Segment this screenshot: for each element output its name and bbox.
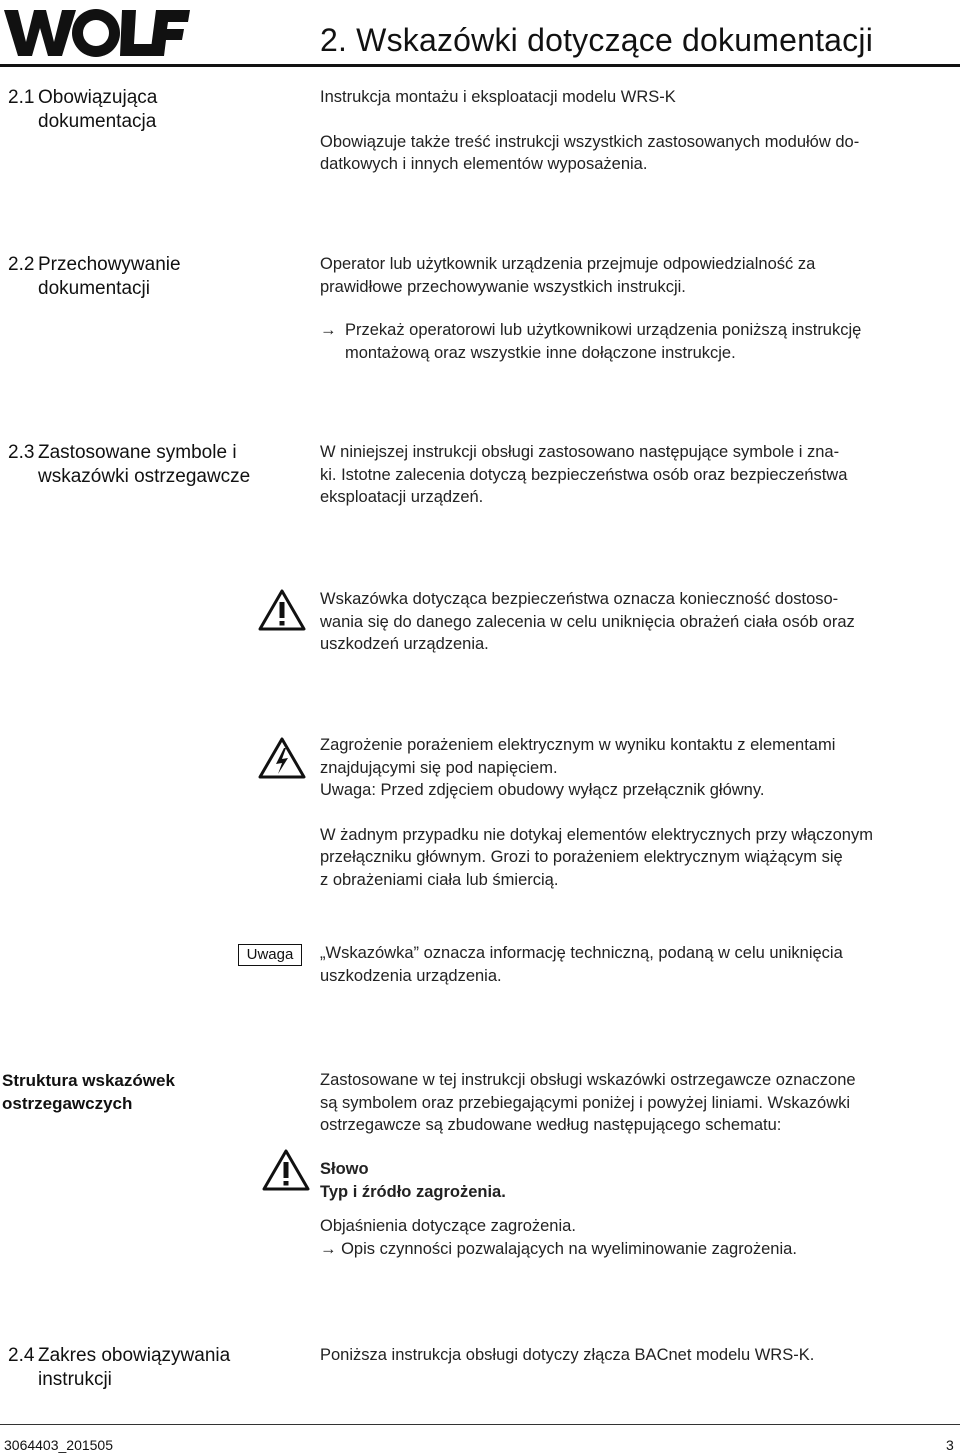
paragraph-line: uszkodzeń urządzenia.: [320, 635, 489, 653]
structure-title-line1: Struktura wskazówek: [2, 1071, 175, 1090]
footer-divider: [0, 1424, 960, 1425]
paragraph-line: ki. Istotne zalecenia dotyczą bezpieczeństwa osób oraz bezpieczeństwa: [320, 465, 848, 484]
section-title-line2: dokumentacji: [38, 278, 150, 299]
instruction-line: Przekaż operatorowi lub użytkownikowi urządzenia poniższą instrukcję: [345, 321, 862, 339]
notice-badge: Uwaga: [238, 944, 302, 966]
wolf-logo: [4, 4, 190, 60]
paragraph-line: W żadnym przypadku nie dotykaj elementów elektrycznych przy włączonym: [320, 825, 873, 844]
section-number: 2.2: [8, 254, 35, 275]
section-number: 2.3: [8, 442, 35, 463]
paragraph-line: Zagrożenie porażeniem elektrycznym w wyniku kontaktu z elementami: [320, 736, 836, 754]
paragraph-line: eksploatacji urządzeń.: [320, 488, 484, 506]
structure-heading: [2, 1069, 302, 1115]
section-2-4-heading: [8, 1344, 308, 1392]
paragraph-line: datkowych i innych elementów wyposażenia.: [320, 155, 648, 173]
paragraph-line: Obowiązuje także treść instrukcji wszystkich zastosowanych modułów do-: [320, 132, 860, 151]
section-2-4-text: [320, 1344, 935, 1367]
electric-hazard-icon: [258, 737, 306, 779]
section-title-line2: wskazówki ostrzegawcze: [38, 466, 251, 487]
arrow-icon: →: [320, 321, 337, 339]
warning-note: [320, 588, 935, 656]
paragraph-line: z obrażeniami ciała lub śmiercią.: [320, 870, 559, 889]
header-divider: [0, 64, 960, 67]
section-number: 2.1: [8, 87, 35, 108]
paragraph-line: wania się do danego zalecenia w celu uniknięcia obrażeń ciała osób oraz: [320, 612, 855, 631]
section-title: Zakres obowiązywania: [38, 1345, 231, 1366]
paragraph-line: uszkodzenia urządzenia.: [320, 966, 502, 985]
document-code: 3064403_201505: [4, 1437, 114, 1453]
paragraph-line: „Wskazówka” oznacza informację techniczną, podaną w celu uniknięcia: [320, 944, 843, 962]
paragraph-line: Uwaga: Przed zdjęciem obudowy wyłącz przełącznik główny.: [320, 781, 765, 799]
warning-triangle-icon: [258, 589, 306, 631]
section-title-line2: dokumentacja: [38, 111, 157, 132]
section-2-3-text: [320, 441, 935, 509]
page-title: 2. Wskazówki dotyczące dokumentacji: [320, 22, 873, 58]
structure-example: [320, 1158, 935, 1260]
electric-hazard-note: [320, 734, 935, 891]
section-title: Zastosowane symbole i: [38, 442, 237, 463]
paragraph-line: Operator lub użytkownik urządzenia przejmuje odpowiedzialność za: [320, 255, 816, 273]
section-title: Obowiązująca: [38, 87, 158, 108]
instruction-item: [320, 319, 935, 364]
section-2-1-text: [320, 86, 935, 176]
hazard-type: Typ i źródło zagrożenia.: [320, 1182, 506, 1201]
paragraph: Poniższa instrukcja obsługi dotyczy złącza BACnet modelu WRS-K.: [320, 1346, 815, 1364]
hazard-action: [320, 1238, 935, 1261]
paragraph-line: prawidłowe przechowywanie wszystkich instrukcji.: [320, 277, 686, 296]
paragraph-line: przełączniku głównym. Grozi to porażeniem elektrycznym wiążącym się: [320, 848, 843, 866]
signal-word: Słowo: [320, 1160, 369, 1178]
paragraph: Instrukcja montażu i eksploatacji modelu WRS-K: [320, 88, 676, 106]
instruction-line: montażową oraz wszystkie inne dołączone instrukcje.: [345, 343, 736, 362]
hazard-action-text: Opis czynności pozwalających na wyeliminowanie zagrożenia.: [341, 1239, 797, 1258]
arrow-icon: →: [320, 1239, 337, 1258]
paragraph-line: W niniejszej instrukcji obsługi zastosowano następujące symbole i zna-: [320, 443, 840, 461]
paragraph-line: Wskazówka dotycząca bezpieczeństwa oznacza konieczność dostoso-: [320, 590, 839, 608]
paragraph-line: Zastosowane w tej instrukcji obsługi wskazówki ostrzegawcze oznaczone: [320, 1071, 856, 1089]
section-2-1-heading: [8, 86, 308, 134]
structure-text: [320, 1069, 935, 1137]
hazard-explanation: Objaśnienia dotyczące zagrożenia.: [320, 1217, 576, 1235]
section-title: Przechowywanie: [38, 254, 181, 275]
paragraph-line: są symbolem oraz przebiegającymi poniżej i powyżej liniami. Wskazówki: [320, 1093, 851, 1112]
notice-note: [320, 942, 935, 987]
structure-title-line2: ostrzegawczych: [2, 1094, 133, 1113]
warning-triangle-icon: [262, 1149, 310, 1191]
section-2-2-text: [320, 253, 935, 298]
section-2-3-heading: [8, 441, 308, 489]
section-title-line2: instrukcji: [38, 1369, 112, 1390]
paragraph-line: ostrzegawcze są zbudowane według następującego schematu:: [320, 1116, 782, 1134]
section-number: 2.4: [8, 1345, 35, 1366]
page-number: 3: [946, 1437, 954, 1453]
section-2-2-heading: [8, 253, 308, 301]
paragraph-line: znajdującymi się pod napięciem.: [320, 758, 558, 777]
